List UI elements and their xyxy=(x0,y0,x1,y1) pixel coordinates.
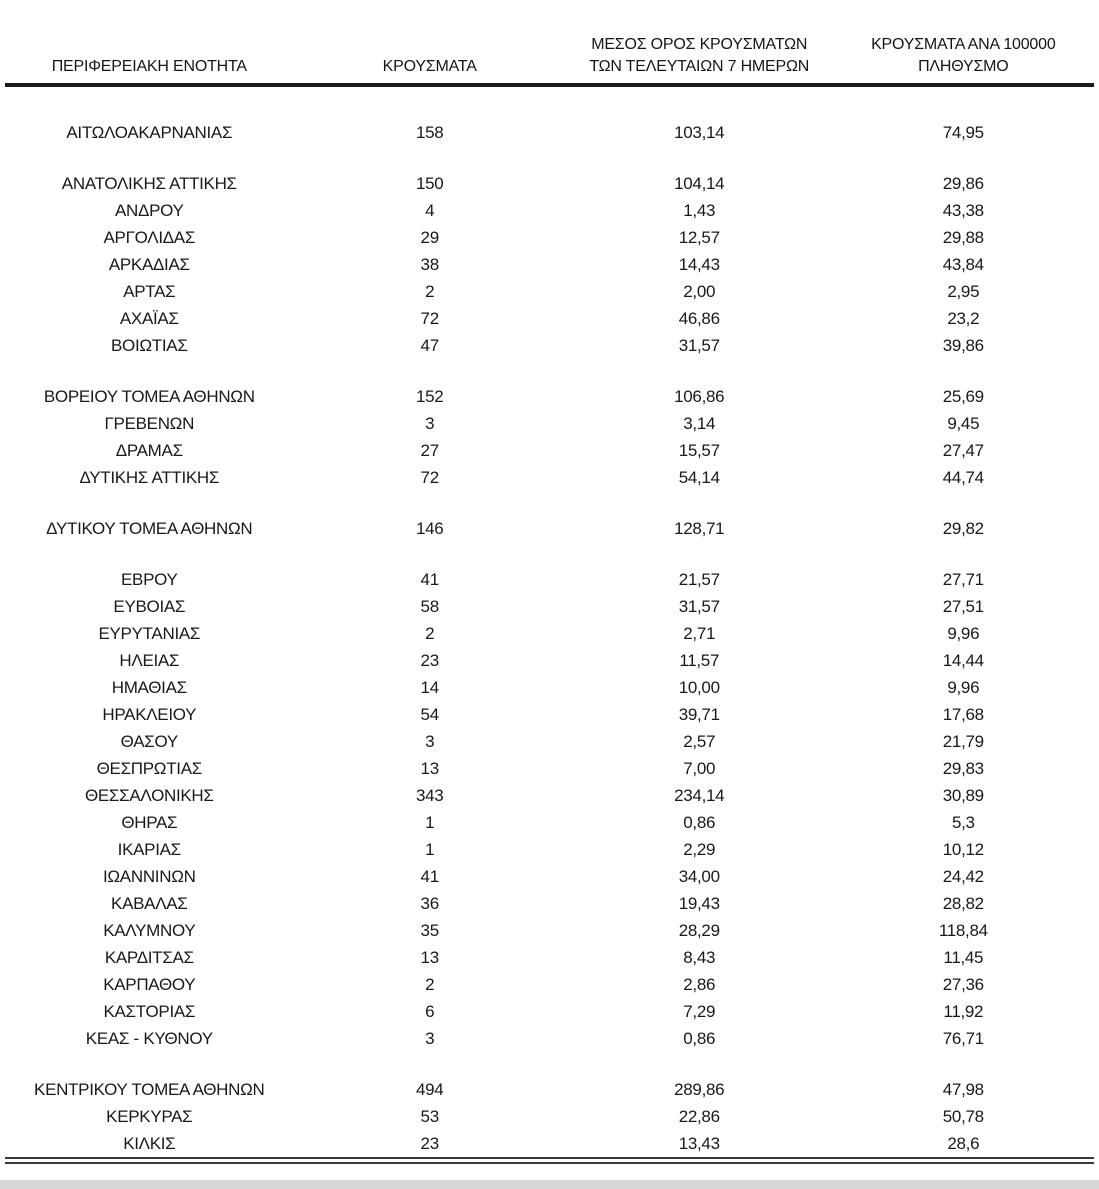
table-row xyxy=(5,647,1094,674)
spacer-row xyxy=(5,359,1094,383)
avg-7day-cell: 106,86 xyxy=(674,386,725,406)
per-100k-cell: 27,71 xyxy=(942,569,984,589)
table-row xyxy=(5,674,1094,701)
per-100k-cell: 2,95 xyxy=(947,281,980,301)
per-100k-cell: 28,82 xyxy=(942,893,984,913)
cases-cell: 27 xyxy=(420,440,439,460)
avg-7day-cell: 10,00 xyxy=(678,677,720,697)
table-row xyxy=(5,224,1094,251)
region-name-cell: ΔΥΤΙΚΟΥ ΤΟΜΕΑ ΑΘΗΝΩΝ xyxy=(46,518,253,538)
cases-cell: 1 xyxy=(425,839,435,859)
region-name-cell: ΗΡΑΚΛΕΙΟΥ xyxy=(102,704,197,724)
avg-7day-cell: 8,43 xyxy=(683,947,716,967)
region-name-cell: ΒΟΙΩΤΙΑΣ xyxy=(111,335,188,355)
region-name-cell: ΚΑΛΥΜΝΟΥ xyxy=(103,920,196,940)
avg-7day-cell: 0,86 xyxy=(683,1028,716,1048)
cases-cell: 35 xyxy=(420,920,439,940)
header-row xyxy=(5,0,1094,85)
table-row xyxy=(5,170,1094,197)
avg-7day-cell: 7,00 xyxy=(683,758,716,778)
per-100k-cell: 118,84 xyxy=(938,920,988,940)
region-name-cell: ΘΑΣΟΥ xyxy=(120,731,178,751)
region-name-cell: ΚΙΛΚΙΣ xyxy=(123,1133,176,1153)
region-name-cell: ΚΑΡΔΙΤΣΑΣ xyxy=(104,947,194,967)
table-row xyxy=(5,971,1094,998)
column-header-avg-7day: ΜΕΣΟΣ ΟΡΟΣ ΚΡΟΥΣΜΑΤΩΝ ΤΩΝ ΤΕΛΕΥΤΑΙΩΝ 7 ΗΜΕΡΩΝ xyxy=(589,36,810,75)
region-name-cell: ΑΝΑΤΟΛΙΚΗΣ ΑΤΤΙΚΗΣ xyxy=(61,173,237,193)
per-100k-cell: 24,42 xyxy=(942,866,984,886)
avg-7day-cell: 31,57 xyxy=(678,335,720,355)
table-row xyxy=(5,593,1094,620)
region-name-cell: ΒΟΡΕΙΟΥ ΤΟΜΕΑ ΑΘΗΝΩΝ xyxy=(43,386,255,406)
table-row xyxy=(5,383,1094,410)
avg-7day-cell: 2,00 xyxy=(683,281,716,301)
cases-cell: 58 xyxy=(420,596,439,616)
table-body xyxy=(5,85,1094,1161)
avg-7day-cell: 289,86 xyxy=(674,1079,725,1099)
region-name-cell: ΑΙΤΩΛΟΑΚΑΡΝΑΝΙΑΣ xyxy=(66,122,233,142)
region-name-cell: ΑΧΑΪΑΣ xyxy=(119,308,179,328)
table-row xyxy=(5,998,1094,1025)
avg-7day-cell: 12,57 xyxy=(678,227,720,247)
region-name-cell: ΙΩΑΝΝΙΝΩΝ xyxy=(102,866,196,886)
region-name-cell: ΑΡΤΑΣ xyxy=(123,281,176,301)
table-row xyxy=(5,620,1094,647)
table-row xyxy=(5,197,1094,224)
table-row xyxy=(5,863,1094,890)
cases-cell: 41 xyxy=(420,866,439,886)
spacer-row xyxy=(5,85,1094,119)
region-name-cell: ΙΚΑΡΙΑΣ xyxy=(117,839,181,859)
spacer-row xyxy=(5,491,1094,515)
cases-cell: 343 xyxy=(415,785,444,805)
avg-7day-cell: 22,86 xyxy=(678,1106,720,1126)
per-100k-cell: 74,95 xyxy=(942,122,984,142)
table-row xyxy=(5,437,1094,464)
cases-cell: 2 xyxy=(425,974,435,994)
cases-cell: 47 xyxy=(420,335,439,355)
region-name-cell: ΓΡΕΒΕΝΩΝ xyxy=(104,413,195,433)
avg-7day-cell: 14,43 xyxy=(678,254,720,274)
region-name-cell: ΕΥΒΟΙΑΣ xyxy=(113,596,186,616)
cases-cell: 54 xyxy=(420,704,439,724)
avg-7day-cell: 2,57 xyxy=(683,731,716,751)
cases-cell: 13 xyxy=(420,947,439,967)
table-row xyxy=(5,410,1094,437)
cases-cell: 494 xyxy=(415,1079,444,1099)
region-name-cell: ΔΥΤΙΚΗΣ ΑΤΤΙΚΗΣ xyxy=(79,467,220,487)
cases-cell: 1 xyxy=(425,812,435,832)
avg-7day-cell: 11,57 xyxy=(679,650,720,670)
column-header-region: ΠΕΡΙΦΕΡΕΙΑΚΗ ΕΝΟΤΗΤΑ xyxy=(51,58,247,75)
region-name-cell: ΗΛΕΙΑΣ xyxy=(119,650,180,670)
table-row xyxy=(5,755,1094,782)
per-100k-cell: 28,6 xyxy=(947,1133,980,1153)
avg-7day-cell: 21,57 xyxy=(678,569,720,589)
cases-cell: 36 xyxy=(420,893,439,913)
per-100k-cell: 5,3 xyxy=(951,812,975,832)
table-row xyxy=(5,1076,1094,1103)
table-row xyxy=(5,332,1094,359)
cases-cell: 6 xyxy=(425,1001,435,1021)
avg-7day-cell: 54,14 xyxy=(678,467,720,487)
per-100k-cell: 29,83 xyxy=(942,758,984,778)
cases-cell: 29 xyxy=(420,227,439,247)
table-row xyxy=(5,1130,1094,1161)
region-name-cell: ΚΑΒΑΛΑΣ xyxy=(111,893,188,913)
per-100k-cell: 27,47 xyxy=(942,440,984,460)
table-row xyxy=(5,515,1094,542)
spacer-row xyxy=(5,1052,1094,1076)
cases-cell: 152 xyxy=(415,386,444,406)
cases-cell: 150 xyxy=(415,173,444,193)
region-name-cell: ΑΡΓΟΛΙΔΑΣ xyxy=(103,227,196,247)
table-row xyxy=(5,464,1094,491)
per-100k-cell: 29,86 xyxy=(942,173,984,193)
cases-cell: 146 xyxy=(415,518,444,538)
table-row xyxy=(5,119,1094,146)
per-100k-cell: 21,79 xyxy=(942,731,984,751)
table-row xyxy=(5,782,1094,809)
table-row xyxy=(5,1103,1094,1130)
region-name-cell: ΚΕΝΤΡΙΚΟΥ ΤΟΜΕΑ ΑΘΗΝΩΝ xyxy=(34,1079,265,1099)
cases-cell: 3 xyxy=(425,1028,435,1048)
table-row xyxy=(5,1025,1094,1052)
table-row xyxy=(5,917,1094,944)
cases-cell: 2 xyxy=(425,623,435,643)
per-100k-cell: 43,38 xyxy=(942,200,984,220)
spacer-row xyxy=(5,542,1094,566)
per-100k-cell: 43,84 xyxy=(942,254,984,274)
region-name-cell: ΘΕΣΠΡΩΤΙΑΣ xyxy=(96,758,202,778)
cases-cell: 14 xyxy=(420,677,439,697)
table-row xyxy=(5,890,1094,917)
region-name-cell: ΕΥΡΥΤΑΝΙΑΣ xyxy=(98,623,201,643)
avg-7day-cell: 31,57 xyxy=(678,596,720,616)
per-100k-cell: 39,86 xyxy=(942,335,984,355)
per-100k-cell: 10,12 xyxy=(942,839,984,859)
avg-7day-cell: 1,43 xyxy=(683,200,716,220)
per-100k-cell: 29,82 xyxy=(942,518,984,538)
cases-cell: 2 xyxy=(425,281,435,301)
avg-7day-cell: 39,71 xyxy=(678,704,720,724)
per-100k-cell: 50,78 xyxy=(942,1106,984,1126)
per-100k-cell: 9,45 xyxy=(947,413,980,433)
per-100k-cell: 76,71 xyxy=(942,1028,984,1048)
per-100k-cell: 30,89 xyxy=(942,785,984,805)
cases-cell: 72 xyxy=(420,467,439,487)
regional-cases-table xyxy=(5,0,1094,1164)
avg-7day-cell: 34,00 xyxy=(678,866,720,886)
per-100k-cell: 27,36 xyxy=(942,974,984,994)
avg-7day-cell: 7,29 xyxy=(683,1001,716,1021)
region-name-cell: ΗΜΑΘΙΑΣ xyxy=(111,677,187,697)
avg-7day-cell: 3,14 xyxy=(683,413,716,433)
per-100k-cell: 11,92 xyxy=(943,1001,984,1021)
column-header-cases: ΚΡΟΥΣΜΑΤΑ xyxy=(382,58,477,75)
region-name-cell: ΑΡΚΑΔΙΑΣ xyxy=(108,254,190,274)
avg-7day-cell: 103,14 xyxy=(674,122,725,142)
cases-cell: 4 xyxy=(425,200,435,220)
table-row xyxy=(5,305,1094,332)
region-name-cell: ΚΑΣΤΟΡΙΑΣ xyxy=(103,1001,196,1021)
per-100k-cell: 17,68 xyxy=(942,704,984,724)
avg-7day-cell: 0,86 xyxy=(683,812,716,832)
region-name-cell: ΚΕΑΣ - ΚΥΘΝΟΥ xyxy=(85,1028,213,1048)
per-100k-cell: 29,88 xyxy=(942,227,984,247)
per-100k-cell: 9,96 xyxy=(947,677,980,697)
per-100k-cell: 25,69 xyxy=(942,386,984,406)
per-100k-cell: 47,98 xyxy=(942,1079,984,1099)
table-header xyxy=(5,0,1094,85)
avg-7day-cell: 2,71 xyxy=(683,623,716,643)
cases-cell: 23 xyxy=(420,650,439,670)
avg-7day-cell: 28,29 xyxy=(678,920,720,940)
table-row xyxy=(5,278,1094,305)
cases-cell: 41 xyxy=(420,569,439,589)
cases-cell: 23 xyxy=(420,1133,439,1153)
cases-cell: 3 xyxy=(425,731,435,751)
avg-7day-cell: 104,14 xyxy=(674,173,725,193)
table-row xyxy=(5,809,1094,836)
region-name-cell: ΘΗΡΑΣ xyxy=(121,812,178,832)
cases-cell: 3 xyxy=(425,413,435,433)
table-row xyxy=(5,566,1094,593)
region-name-cell: ΔΡΑΜΑΣ xyxy=(115,440,183,460)
per-100k-cell: 14,44 xyxy=(942,650,984,670)
table-row xyxy=(5,728,1094,755)
per-100k-cell: 44,74 xyxy=(942,467,984,487)
avg-7day-cell: 2,29 xyxy=(683,839,716,859)
column-header-per-100k: ΚΡΟΥΣΜΑΤΑ ΑΝΑ 100000 ΠΛΗΘΥΣΜΟ xyxy=(871,36,1056,75)
avg-7day-cell: 19,43 xyxy=(678,893,720,913)
avg-7day-cell: 13,43 xyxy=(678,1133,720,1153)
cases-cell: 53 xyxy=(420,1106,439,1126)
avg-7day-cell: 2,86 xyxy=(683,974,716,994)
per-100k-cell: 27,51 xyxy=(942,596,984,616)
table-row xyxy=(5,836,1094,863)
region-name-cell: ΚΕΡΚΥΡΑΣ xyxy=(106,1106,193,1126)
avg-7day-cell: 234,14 xyxy=(674,785,725,805)
table-row xyxy=(5,701,1094,728)
spacer-row xyxy=(5,146,1094,170)
table-row xyxy=(5,251,1094,278)
per-100k-cell: 23,2 xyxy=(947,308,980,328)
avg-7day-cell: 128,71 xyxy=(674,518,725,538)
avg-7day-cell: 46,86 xyxy=(678,308,720,328)
cases-cell: 13 xyxy=(420,758,439,778)
cases-cell: 38 xyxy=(420,254,439,274)
region-name-cell: ΘΕΣΣΑΛΟΝΙΚΗΣ xyxy=(84,785,214,805)
per-100k-cell: 9,96 xyxy=(947,623,980,643)
cases-cell: 72 xyxy=(420,308,439,328)
region-name-cell: ΑΝΔΡΟΥ xyxy=(115,200,184,220)
region-name-cell: ΕΒΡΟΥ xyxy=(121,569,178,589)
scan-artifact-strip xyxy=(0,1180,1099,1189)
table-row xyxy=(5,944,1094,971)
cases-cell: 158 xyxy=(415,122,444,142)
per-100k-cell: 11,45 xyxy=(943,947,984,967)
region-name-cell: ΚΑΡΠΑΘΟΥ xyxy=(103,974,196,994)
avg-7day-cell: 15,57 xyxy=(678,440,720,460)
